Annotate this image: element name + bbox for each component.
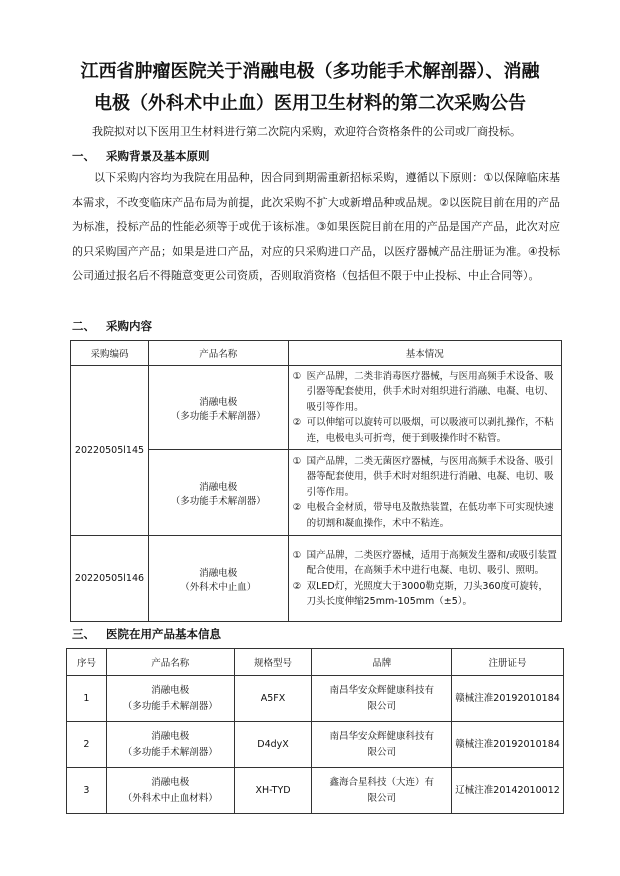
description-item [293,579,557,610]
item-text: 双LED灯，光照度大于3000勒克斯，刀头360度可旋转，刀头长度伸缩25mm-105mm（±5）。 [306,580,549,607]
table-row [67,676,564,722]
header-spec: 规格型号 [234,649,312,676]
description-item [293,369,557,416]
product-description [288,366,561,450]
product-name: 消融电极 （多功能手术解剖器） [148,366,288,450]
title-line-2: 电极（外科术中止血）医用卫生材料的第二次采购公告 [94,93,526,114]
header-name: 产品名称 [106,649,234,676]
intro-paragraph: 我院拟对以下医用卫生材料进行第二次院内采购，欢迎符合资格条件的公司或厂商投标。 [92,125,521,138]
description-item [293,415,557,446]
row-registration: 赣械注准20192010184 [452,722,564,768]
section-2-number: 二、 [72,319,95,333]
row-registration: 赣械注准20192010184 [452,676,564,722]
row-spec: A5FX [234,676,312,722]
header-registration: 注册证号 [452,649,564,676]
item-text: 国产品牌，二类医疗器械，适用于高频发生器和/或吸引装置配合使用，在高频手术中进行电凝、电切、吸引、照明。 [306,549,557,576]
procurement-table [70,340,562,622]
table-row [71,366,562,450]
header-description: 基本情况 [288,341,561,366]
item-text: 国产品牌，二类无菌医疗器械，与医用高频手术设备、吸引器等配套使用，供手术时对组织进行消融、电凝、电切、吸引等作用。 [306,455,554,498]
product-name: 消融电极 （多功能手术解剖器） [148,450,288,536]
row-number: 1 [67,676,107,722]
section-1-body: 以下采购内容均为我院在用品种，因合同到期需重新招标采购，遵循以下原则：①以保障临床基本需求，不改变临床产品布局为前提，此次采购不扩大或新增品种或品规。②以医院目前在用的产品为标准，投标产品的性能必须等于或优于该标准。③如果医院目前在用的产品是国产产品，此次对应的只采购国产产品；如果是进口产品，对应的只采购进口产品，以医疗器械产品注册证为准。④投标公司通过报名后不得随意变更公司资质，否则取消资格（包括但不限于中止投标、中止合同等）。 [72,171,560,282]
item-marker: ② [292,580,302,592]
item-marker: ② [292,417,302,429]
item-marker: ① [292,455,302,467]
row-number: 3 [67,768,107,814]
item-marker: ② [292,502,302,514]
description-item [293,500,557,531]
header-code: 采购编码 [71,341,149,366]
row-spec: XH-TYD [234,768,312,814]
item-text: 可以伸缩可以旋转可以吸烟，可以吸液可以剥扎操作，不粘连，电极电头可折弯，便于到吸操作时不粘管。 [306,417,554,444]
product-description [288,450,561,536]
table-row [67,768,564,814]
description-item [293,548,557,579]
section-3-title: 医院在用产品基本信息 [106,627,221,641]
row-brand: 南昌华安众辉健康科技有 限公司 [312,676,452,722]
row-product-name: 消融电极 （多功能手术解剖器） [106,676,234,722]
section-2-heading [72,318,152,334]
item-marker: ① [292,370,302,382]
title-line-1: 江西省肿瘤医院关于消融电极（多功能手术解剖器）、消融 [80,61,540,82]
header-brand: 品牌 [312,649,452,676]
header-number: 序号 [67,649,107,676]
row-product-name: 消融电极 （外科术中止血材料） [106,768,234,814]
row-brand: 南昌华安众辉健康科技有 限公司 [312,722,452,768]
table-row [71,536,562,622]
procurement-code: 20220505l145 [71,366,149,536]
section-3-number: 三、 [72,627,95,641]
section-1-number: 一、 [72,149,95,163]
info-header-row [67,649,564,676]
item-text: 电极合金材质，带导电及散热装置，在低功率下可实现快速的切割和凝血操作，术中不粘连。 [306,502,554,529]
section-1-heading [72,148,210,164]
row-spec: D4dyX [234,722,312,768]
procurement-code: 20220505l146 [71,536,149,622]
section-1-title: 采购背景及基本原则 [106,149,210,163]
product-info-table [66,648,564,814]
row-registration: 辽械注准20142010012 [452,768,564,814]
product-description [288,536,561,622]
row-number: 2 [67,722,107,768]
row-brand: 鑫海合星科技（大连）有 限公司 [312,768,452,814]
section-3-heading [72,626,221,642]
header-product: 产品名称 [148,341,288,366]
item-text: 医产品牌，二类非消毒医疗器械，与医用高频手术设备、吸引器等配套使用，供手术时对组织进行消融、电凝、电切、吸引等作用。 [306,370,554,413]
procurement-header-row [71,341,562,366]
item-marker: ① [292,549,302,561]
product-name: 消融电极 （外科术中止血） [148,536,288,622]
description-item [293,454,557,501]
section-2-title: 采购内容 [106,319,152,333]
row-product-name: 消融电极 （多功能手术解剖器） [106,722,234,768]
table-row [67,722,564,768]
